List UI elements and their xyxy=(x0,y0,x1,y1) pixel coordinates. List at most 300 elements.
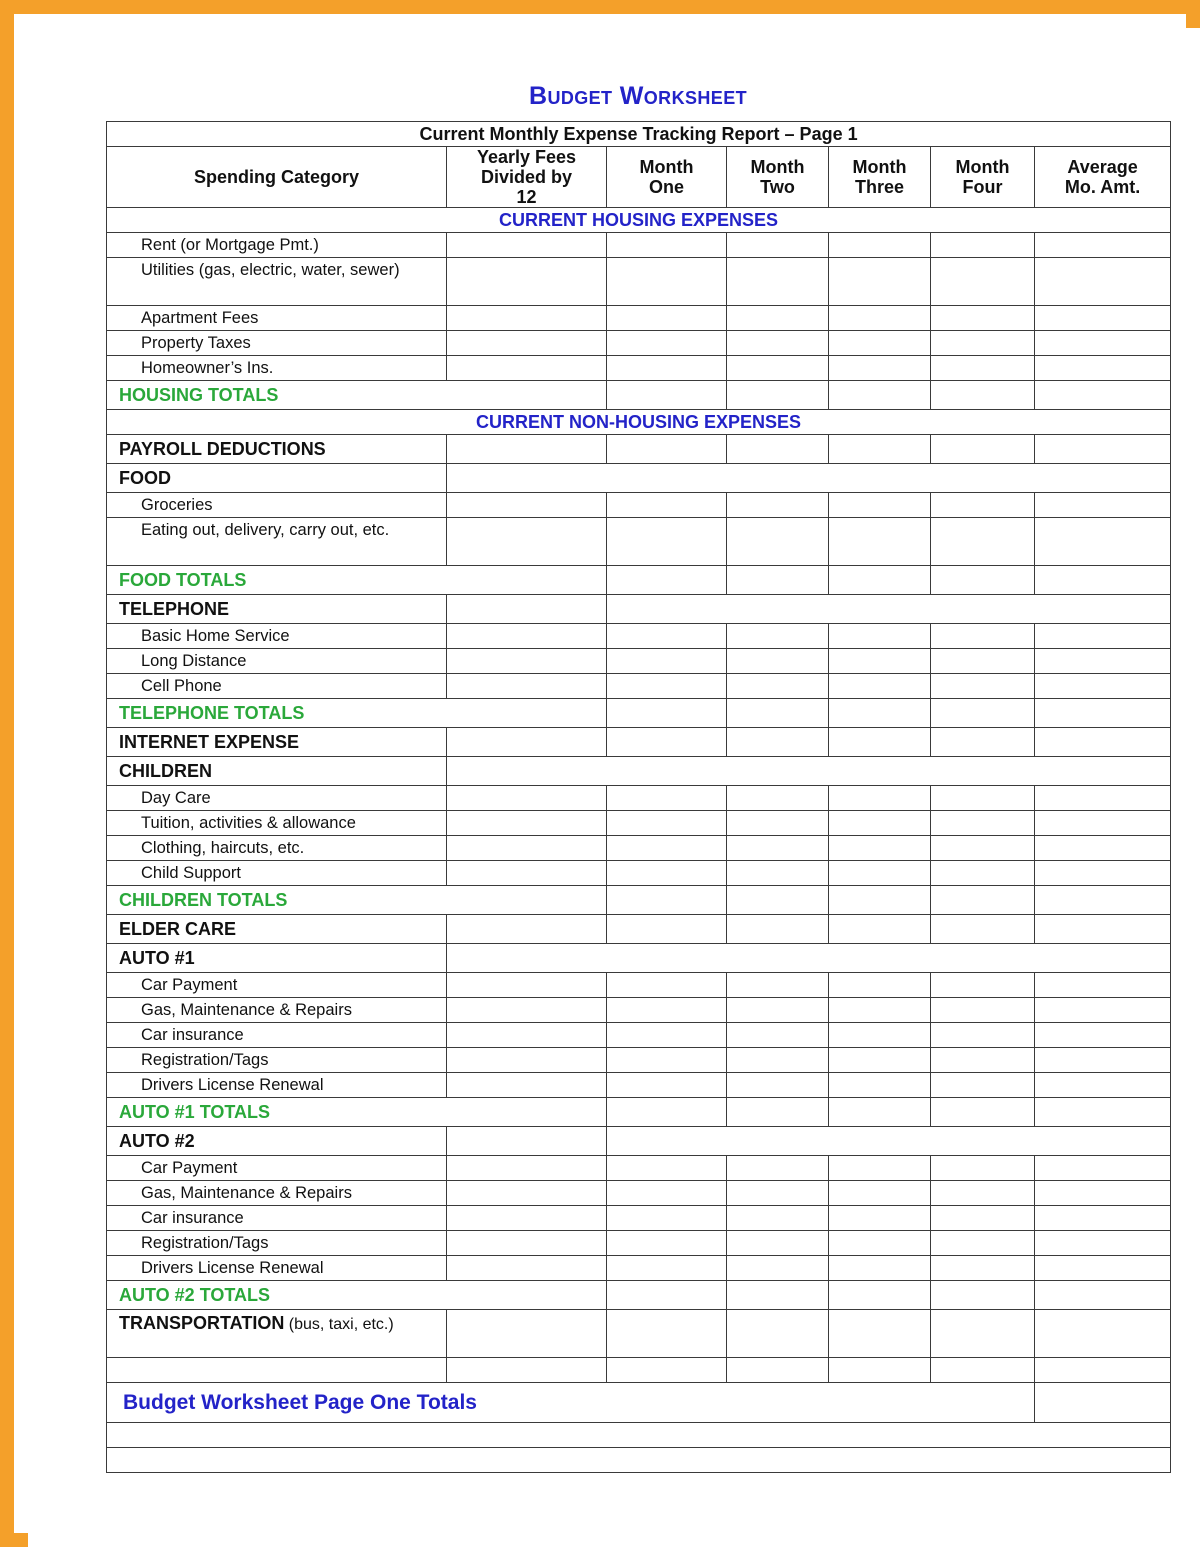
cell-auto1-license-month-four[interactable] xyxy=(931,1073,1035,1098)
cell-auto2-totals-month-four[interactable] xyxy=(931,1281,1035,1310)
cell-apartment-fees-yearly[interactable] xyxy=(447,306,607,331)
cell-utilities-average[interactable] xyxy=(1035,258,1171,306)
cell-child-support-average[interactable] xyxy=(1035,861,1171,886)
row-label-long-distance: Long Distance xyxy=(107,649,447,674)
row-label-auto2-insurance: Car insurance xyxy=(107,1206,447,1231)
month-two-line1: Month xyxy=(750,157,805,178)
cell-rent-month-four[interactable] xyxy=(931,233,1035,258)
cell-homeowners-ins-average[interactable] xyxy=(1035,356,1171,381)
row-label-utilities: Utilities (gas, electric, water, sewer) xyxy=(107,258,447,306)
cell-internet-yearly[interactable] xyxy=(447,728,607,757)
cell-day-care-month-four[interactable] xyxy=(931,786,1035,811)
section-housing-label: CURRENT HOUSING EXPENSES xyxy=(107,208,1171,233)
cell-payroll-average[interactable] xyxy=(1035,435,1171,464)
cell-auto2-registration-month-one[interactable] xyxy=(607,1231,727,1256)
cell-elder-care-month-four[interactable] xyxy=(931,915,1035,944)
cell-groceries-month-four[interactable] xyxy=(931,493,1035,518)
cell-auto2-license-month-four[interactable] xyxy=(931,1256,1035,1281)
cell-telephone-totals-average[interactable] xyxy=(1035,699,1171,728)
table-subtitle-row xyxy=(107,122,1171,147)
row-label-property-taxes: Property Taxes xyxy=(107,331,447,356)
cell-property-taxes-month-three[interactable] xyxy=(829,331,931,356)
cell-auto1-gas-month-one[interactable] xyxy=(607,998,727,1023)
table-row-children xyxy=(107,757,1171,786)
cell-auto1-gas-month-four[interactable] xyxy=(931,998,1035,1023)
row-label-auto1-license: Drivers License Renewal xyxy=(107,1073,447,1098)
cell-telephone-totals-month-three[interactable] xyxy=(829,699,931,728)
cell-day-care-month-two[interactable] xyxy=(727,786,829,811)
cell-homeowners-ins-yearly[interactable] xyxy=(447,356,607,381)
cell-cell-phone-yearly[interactable] xyxy=(447,674,607,699)
month-one-line1: Month xyxy=(639,157,694,178)
cell-day-care-month-three[interactable] xyxy=(829,786,931,811)
cell-eating-out-yearly[interactable] xyxy=(447,518,607,566)
cell-auto1-gas-month-three[interactable] xyxy=(829,998,931,1023)
table-row-blank-1 xyxy=(107,1358,1171,1383)
section-nonhousing-header xyxy=(107,410,1171,435)
row-label-eating-out: Eating out, delivery, carry out, etc. xyxy=(107,518,447,566)
cell-blank-1-month-four[interactable] xyxy=(931,1358,1035,1383)
cell-auto1-insurance-month-one[interactable] xyxy=(607,1023,727,1048)
cell-cell-phone-month-three[interactable] xyxy=(829,674,931,699)
cell-auto2-registration-yearly[interactable] xyxy=(447,1231,607,1256)
cell-auto2-car-payment-month-four[interactable] xyxy=(931,1156,1035,1181)
cell-children-totals-average[interactable] xyxy=(1035,886,1171,915)
cell-auto1-gas-yearly[interactable] xyxy=(447,998,607,1023)
cell-auto1-license-month-three[interactable] xyxy=(829,1073,931,1098)
table-header-row xyxy=(107,147,1171,208)
cell-auto1-car-payment-month-one[interactable] xyxy=(607,973,727,998)
cell-auto1-insurance-yearly[interactable] xyxy=(447,1023,607,1048)
row-label-telephone: TELEPHONE xyxy=(107,595,447,624)
cell-transportation-month-one[interactable] xyxy=(607,1310,727,1358)
cell-cell-phone-month-two[interactable] xyxy=(727,674,829,699)
cell-blank-1-category[interactable] xyxy=(107,1358,447,1383)
cell-auto1-license-yearly[interactable] xyxy=(447,1073,607,1098)
cell-auto2-insurance-yearly[interactable] xyxy=(447,1206,607,1231)
table-row-child-support xyxy=(107,861,1171,886)
row-label-auto2-totals: AUTO #2 TOTALS xyxy=(107,1281,607,1310)
cell-auto2-insurance-month-two[interactable] xyxy=(727,1206,829,1231)
cell-eating-out-month-two[interactable] xyxy=(727,518,829,566)
cell-children-totals-month-three[interactable] xyxy=(829,886,931,915)
row-label-internet-expense: INTERNET EXPENSE xyxy=(107,728,447,757)
cell-rent-yearly[interactable] xyxy=(447,233,607,258)
table-row-auto1-registration xyxy=(107,1048,1171,1073)
row-label-auto1-totals: AUTO #1 TOTALS xyxy=(107,1098,607,1127)
table-row-auto2-car-payment xyxy=(107,1156,1171,1181)
cell-food-totals-month-one[interactable] xyxy=(607,566,727,595)
cell-groceries-month-one[interactable] xyxy=(607,493,727,518)
cell-internet-month-three[interactable] xyxy=(829,728,931,757)
cell-auto2-gas-month-three[interactable] xyxy=(829,1181,931,1206)
cell-blank-1-month-one[interactable] xyxy=(607,1358,727,1383)
cell-payroll-month-two[interactable] xyxy=(727,435,829,464)
cell-payroll-month-four[interactable] xyxy=(931,435,1035,464)
cell-homeowners-ins-month-four[interactable] xyxy=(931,356,1035,381)
cell-auto1-registration-average[interactable] xyxy=(1035,1048,1171,1073)
cell-payroll-yearly[interactable] xyxy=(447,435,607,464)
cell-auto1-totals-average[interactable] xyxy=(1035,1098,1171,1127)
cell-clothing-month-two[interactable] xyxy=(727,836,829,861)
cell-tuition-month-three[interactable] xyxy=(829,811,931,836)
row-label-auto1-car-payment: Car Payment xyxy=(107,973,447,998)
cell-elder-care-average[interactable] xyxy=(1035,915,1171,944)
table-row-utilities xyxy=(107,258,1171,306)
cell-utilities-month-two[interactable] xyxy=(727,258,829,306)
cell-telephone-totals-month-four[interactable] xyxy=(931,699,1035,728)
table-row-auto1 xyxy=(107,944,1171,973)
cell-long-distance-yearly[interactable] xyxy=(447,649,607,674)
cell-auto2-license-month-three[interactable] xyxy=(829,1256,931,1281)
cell-day-care-average[interactable] xyxy=(1035,786,1171,811)
table-row-elder-care xyxy=(107,915,1171,944)
cell-rent-month-three[interactable] xyxy=(829,233,931,258)
cell-auto2-gas-month-four[interactable] xyxy=(931,1181,1035,1206)
cell-housing-totals-month-four[interactable] xyxy=(931,381,1035,410)
row-label-auto2-license: Drivers License Renewal xyxy=(107,1256,447,1281)
cell-property-taxes-average[interactable] xyxy=(1035,331,1171,356)
cell-rent-month-one[interactable] xyxy=(607,233,727,258)
cell-auto1-license-month-one[interactable] xyxy=(607,1073,727,1098)
cell-auto1-totals-month-two[interactable] xyxy=(727,1098,829,1127)
cell-cell-phone-average[interactable] xyxy=(1035,674,1171,699)
row-label-clothing: Clothing, haircuts, etc. xyxy=(107,836,447,861)
cell-child-support-month-three[interactable] xyxy=(829,861,931,886)
yearly-line2: Divided by xyxy=(480,167,573,188)
budget-table xyxy=(106,121,1171,1473)
cell-transportation-month-four[interactable] xyxy=(931,1310,1035,1358)
cell-tuition-month-two[interactable] xyxy=(727,811,829,836)
cell-blank-3[interactable] xyxy=(107,1448,1171,1473)
cell-food-totals-month-three[interactable] xyxy=(829,566,931,595)
cell-elder-care-yearly[interactable] xyxy=(447,915,607,944)
cell-property-taxes-month-two[interactable] xyxy=(727,331,829,356)
cell-child-support-yearly[interactable] xyxy=(447,861,607,886)
cell-food-spacer xyxy=(447,464,1171,493)
cell-utilities-month-four[interactable] xyxy=(931,258,1035,306)
cell-utilities-month-one[interactable] xyxy=(607,258,727,306)
table-row-basic-home-service xyxy=(107,624,1171,649)
cell-apartment-fees-month-one[interactable] xyxy=(607,306,727,331)
cell-auto2-license-average[interactable] xyxy=(1035,1256,1171,1281)
cell-basic-home-service-month-two[interactable] xyxy=(727,624,829,649)
table-row-rent xyxy=(107,233,1171,258)
month-four-line2: Four xyxy=(962,177,1003,198)
cell-blank-1-average[interactable] xyxy=(1035,1358,1171,1383)
cell-auto2-license-yearly[interactable] xyxy=(447,1256,607,1281)
cell-internet-month-one[interactable] xyxy=(607,728,727,757)
cell-internet-average[interactable] xyxy=(1035,728,1171,757)
cell-children-totals-month-four[interactable] xyxy=(931,886,1035,915)
cell-cell-phone-month-one[interactable] xyxy=(607,674,727,699)
table-row-clothing xyxy=(107,836,1171,861)
cell-apartment-fees-average[interactable] xyxy=(1035,306,1171,331)
cell-auto2-gas-yearly[interactable] xyxy=(447,1181,607,1206)
cell-payroll-month-three[interactable] xyxy=(829,435,931,464)
table-row-housing-totals xyxy=(107,381,1171,410)
cell-internet-month-two[interactable] xyxy=(727,728,829,757)
cell-child-support-month-two[interactable] xyxy=(727,861,829,886)
cell-basic-home-service-month-four[interactable] xyxy=(931,624,1035,649)
row-label-children: CHILDREN xyxy=(107,757,447,786)
cell-auto1-spacer xyxy=(447,944,1171,973)
table-row-auto2-gas xyxy=(107,1181,1171,1206)
cell-auto1-car-payment-month-four[interactable] xyxy=(931,973,1035,998)
cell-auto2-yearly[interactable] xyxy=(447,1127,607,1156)
cell-child-support-month-one[interactable] xyxy=(607,861,727,886)
cell-tuition-month-four[interactable] xyxy=(931,811,1035,836)
cell-groceries-average[interactable] xyxy=(1035,493,1171,518)
cell-apartment-fees-month-three[interactable] xyxy=(829,306,931,331)
cell-homeowners-ins-month-one[interactable] xyxy=(607,356,727,381)
cell-tuition-average[interactable] xyxy=(1035,811,1171,836)
cell-auto1-gas-month-two[interactable] xyxy=(727,998,829,1023)
budget-worksheet xyxy=(106,82,1170,1473)
table-row-food-totals xyxy=(107,566,1171,595)
cell-apartment-fees-month-four[interactable] xyxy=(931,306,1035,331)
yearly-line3: 12 xyxy=(516,187,537,208)
row-label-child-support: Child Support xyxy=(107,861,447,886)
cell-telephone-yearly[interactable] xyxy=(447,595,607,624)
cell-telephone-spacer xyxy=(607,595,1171,624)
cell-long-distance-average[interactable] xyxy=(1035,649,1171,674)
cell-transportation-yearly[interactable] xyxy=(447,1310,607,1358)
cell-basic-home-service-month-one[interactable] xyxy=(607,624,727,649)
cell-auto1-car-payment-month-three[interactable] xyxy=(829,973,931,998)
row-label-day-care: Day Care xyxy=(107,786,447,811)
cell-clothing-month-one[interactable] xyxy=(607,836,727,861)
page-title: Budget Worksheet xyxy=(528,82,747,110)
row-label-auto1-registration: Registration/Tags xyxy=(107,1048,447,1073)
cell-auto2-registration-month-four[interactable] xyxy=(931,1231,1035,1256)
cell-long-distance-month-two[interactable] xyxy=(727,649,829,674)
table-row-auto1-license xyxy=(107,1073,1171,1098)
cell-property-taxes-month-four[interactable] xyxy=(931,331,1035,356)
cell-rent-month-two[interactable] xyxy=(727,233,829,258)
section-nonhousing-label: CURRENT NON-HOUSING EXPENSES xyxy=(107,410,1171,435)
cell-auto1-license-average[interactable] xyxy=(1035,1073,1171,1098)
row-label-cell-phone: Cell Phone xyxy=(107,674,447,699)
cell-page-one-totals-average[interactable] xyxy=(1035,1383,1171,1423)
row-label-elder-care: ELDER CARE xyxy=(107,915,447,944)
cell-telephone-totals-month-two[interactable] xyxy=(727,699,829,728)
cell-payroll-month-one[interactable] xyxy=(607,435,727,464)
cell-utilities-month-three[interactable] xyxy=(829,258,931,306)
table-row-cell-phone xyxy=(107,674,1171,699)
row-label-transportation xyxy=(107,1310,447,1358)
row-label-payroll-deductions: PAYROLL DEDUCTIONS xyxy=(107,435,447,464)
row-label-auto1-insurance: Car insurance xyxy=(107,1023,447,1048)
cell-auto1-totals-month-three[interactable] xyxy=(829,1098,931,1127)
page-canvas xyxy=(28,28,1200,1547)
cell-auto1-insurance-average[interactable] xyxy=(1035,1023,1171,1048)
cell-auto2-insurance-month-four[interactable] xyxy=(931,1206,1035,1231)
cell-homeowners-ins-month-two[interactable] xyxy=(727,356,829,381)
table-row-auto2-totals xyxy=(107,1281,1171,1310)
cell-auto2-gas-month-two[interactable] xyxy=(727,1181,829,1206)
cell-auto1-car-payment-yearly[interactable] xyxy=(447,973,607,998)
cell-auto2-insurance-month-three[interactable] xyxy=(829,1206,931,1231)
cell-clothing-month-four[interactable] xyxy=(931,836,1035,861)
table-row-apartment-fees xyxy=(107,306,1171,331)
cell-basic-home-service-month-three[interactable] xyxy=(829,624,931,649)
table-row-auto1-gas xyxy=(107,998,1171,1023)
cell-auto2-car-payment-yearly[interactable] xyxy=(447,1156,607,1181)
cell-child-support-month-four[interactable] xyxy=(931,861,1035,886)
cell-auto1-totals-month-one[interactable] xyxy=(607,1098,727,1127)
cell-auto2-car-payment-month-two[interactable] xyxy=(727,1156,829,1181)
cell-auto1-gas-average[interactable] xyxy=(1035,998,1171,1023)
table-row-auto1-car-payment xyxy=(107,973,1171,998)
cell-auto1-license-month-two[interactable] xyxy=(727,1073,829,1098)
row-label-auto1: AUTO #1 xyxy=(107,944,447,973)
row-label-auto2-gas: Gas, Maintenance & Repairs xyxy=(107,1181,447,1206)
cell-day-care-month-one[interactable] xyxy=(607,786,727,811)
cell-auto1-car-payment-average[interactable] xyxy=(1035,973,1171,998)
cell-auto2-totals-average[interactable] xyxy=(1035,1281,1171,1310)
cell-auto2-license-month-one[interactable] xyxy=(607,1256,727,1281)
table-row-auto1-insurance xyxy=(107,1023,1171,1048)
cell-auto1-registration-month-four[interactable] xyxy=(931,1048,1035,1073)
cell-groceries-month-two[interactable] xyxy=(727,493,829,518)
cell-transportation-average[interactable] xyxy=(1035,1310,1171,1358)
table-row-food xyxy=(107,464,1171,493)
table-row-eating-out xyxy=(107,518,1171,566)
cell-property-taxes-yearly[interactable] xyxy=(447,331,607,356)
cell-groceries-month-three[interactable] xyxy=(829,493,931,518)
cell-blank-1-yearly[interactable] xyxy=(447,1358,607,1383)
cell-eating-out-month-four[interactable] xyxy=(931,518,1035,566)
month-one-line2: One xyxy=(648,177,684,198)
cell-housing-totals-average[interactable] xyxy=(1035,381,1171,410)
cell-auto2-car-payment-average[interactable] xyxy=(1035,1156,1171,1181)
table-row-auto2-license xyxy=(107,1256,1171,1281)
row-label-food-totals: FOOD TOTALS xyxy=(107,566,607,595)
cell-auto2-registration-month-three[interactable] xyxy=(829,1231,931,1256)
cell-blank-2[interactable] xyxy=(107,1423,1171,1448)
cell-long-distance-month-one[interactable] xyxy=(607,649,727,674)
cell-day-care-yearly[interactable] xyxy=(447,786,607,811)
cell-children-totals-month-two[interactable] xyxy=(727,886,829,915)
cell-food-totals-month-four[interactable] xyxy=(931,566,1035,595)
cell-auto1-car-payment-month-two[interactable] xyxy=(727,973,829,998)
row-label-auto2-car-payment: Car Payment xyxy=(107,1156,447,1181)
row-label-homeowners-ins: Homeowner’s Ins. xyxy=(107,356,447,381)
cell-housing-totals-month-two[interactable] xyxy=(727,381,829,410)
cell-basic-home-service-average[interactable] xyxy=(1035,624,1171,649)
month-two-line2: Two xyxy=(760,177,795,198)
cell-homeowners-ins-month-three[interactable] xyxy=(829,356,931,381)
cell-clothing-average[interactable] xyxy=(1035,836,1171,861)
cell-tuition-yearly[interactable] xyxy=(447,811,607,836)
cell-food-totals-month-two[interactable] xyxy=(727,566,829,595)
cell-auto2-car-payment-month-one[interactable] xyxy=(607,1156,727,1181)
cell-long-distance-month-four[interactable] xyxy=(931,649,1035,674)
cell-auto2-totals-month-one[interactable] xyxy=(607,1281,727,1310)
cell-elder-care-month-one[interactable] xyxy=(607,915,727,944)
cell-basic-home-service-yearly[interactable] xyxy=(447,624,607,649)
table-row-children-totals xyxy=(107,886,1171,915)
cell-auto1-insurance-month-three[interactable] xyxy=(829,1023,931,1048)
cell-auto1-totals-month-four[interactable] xyxy=(931,1098,1035,1127)
row-label-basic-home-service: Basic Home Service xyxy=(107,624,447,649)
cell-auto1-registration-month-three[interactable] xyxy=(829,1048,931,1073)
cell-auto1-insurance-month-four[interactable] xyxy=(931,1023,1035,1048)
cell-tuition-month-one[interactable] xyxy=(607,811,727,836)
table-row-tuition xyxy=(107,811,1171,836)
cell-auto1-registration-month-two[interactable] xyxy=(727,1048,829,1073)
cell-auto2-insurance-month-one[interactable] xyxy=(607,1206,727,1231)
average-line1: Average xyxy=(1067,157,1138,178)
cell-auto2-gas-month-one[interactable] xyxy=(607,1181,727,1206)
column-header-month-two xyxy=(727,147,829,208)
table-row-long-distance xyxy=(107,649,1171,674)
row-label-page-one-totals: Budget Worksheet Page One Totals xyxy=(107,1383,1035,1423)
cell-eating-out-average[interactable] xyxy=(1035,518,1171,566)
cell-children-totals-month-one[interactable] xyxy=(607,886,727,915)
row-label-children-totals: CHILDREN TOTALS xyxy=(107,886,607,915)
cell-auto2-totals-month-three[interactable] xyxy=(829,1281,931,1310)
row-label-telephone-totals: TELEPHONE TOTALS xyxy=(107,699,607,728)
cell-auto1-registration-yearly[interactable] xyxy=(447,1048,607,1073)
cell-apartment-fees-month-two[interactable] xyxy=(727,306,829,331)
cell-groceries-yearly[interactable] xyxy=(447,493,607,518)
cell-housing-totals-month-three[interactable] xyxy=(829,381,931,410)
cell-auto2-registration-month-two[interactable] xyxy=(727,1231,829,1256)
cell-housing-totals-month-one[interactable] xyxy=(607,381,727,410)
cell-blank-1-month-two[interactable] xyxy=(727,1358,829,1383)
cell-utilities-yearly[interactable] xyxy=(447,258,607,306)
column-header-month-four xyxy=(931,147,1035,208)
table-row-auto2-insurance xyxy=(107,1206,1171,1231)
cell-auto2-car-payment-month-three[interactable] xyxy=(829,1156,931,1181)
cell-elder-care-month-three[interactable] xyxy=(829,915,931,944)
cell-internet-month-four[interactable] xyxy=(931,728,1035,757)
cell-eating-out-month-one[interactable] xyxy=(607,518,727,566)
cell-elder-care-month-two[interactable] xyxy=(727,915,829,944)
cell-auto2-totals-month-two[interactable] xyxy=(727,1281,829,1310)
cell-auto2-license-month-two[interactable] xyxy=(727,1256,829,1281)
cell-telephone-totals-month-one[interactable] xyxy=(607,699,727,728)
cell-long-distance-month-three[interactable] xyxy=(829,649,931,674)
table-row-internet-expense xyxy=(107,728,1171,757)
cell-auto2-gas-average[interactable] xyxy=(1035,1181,1171,1206)
row-label-groceries: Groceries xyxy=(107,493,447,518)
table-row-payroll-deductions xyxy=(107,435,1171,464)
yearly-line1: Yearly Fees xyxy=(476,147,577,167)
cell-cell-phone-month-four[interactable] xyxy=(931,674,1035,699)
cell-transportation-month-three[interactable] xyxy=(829,1310,931,1358)
cell-blank-1-month-three[interactable] xyxy=(829,1358,931,1383)
cell-food-totals-average[interactable] xyxy=(1035,566,1171,595)
cell-auto2-insurance-average[interactable] xyxy=(1035,1206,1171,1231)
cell-transportation-month-two[interactable] xyxy=(727,1310,829,1358)
table-row-auto2-registration xyxy=(107,1231,1171,1256)
cell-clothing-yearly[interactable] xyxy=(447,836,607,861)
cell-rent-average[interactable] xyxy=(1035,233,1171,258)
cell-auto1-registration-month-one[interactable] xyxy=(607,1048,727,1073)
cell-auto2-registration-average[interactable] xyxy=(1035,1231,1171,1256)
cell-eating-out-month-three[interactable] xyxy=(829,518,931,566)
report-subtitle: Current Monthly Expense Tracking Report – Page 1 xyxy=(107,122,1171,147)
cell-clothing-month-three[interactable] xyxy=(829,836,931,861)
cell-children-spacer xyxy=(447,757,1171,786)
cell-auto1-insurance-month-two[interactable] xyxy=(727,1023,829,1048)
cell-property-taxes-month-one[interactable] xyxy=(607,331,727,356)
table-row-day-care xyxy=(107,786,1171,811)
column-header-category: Spending Category xyxy=(107,147,447,208)
